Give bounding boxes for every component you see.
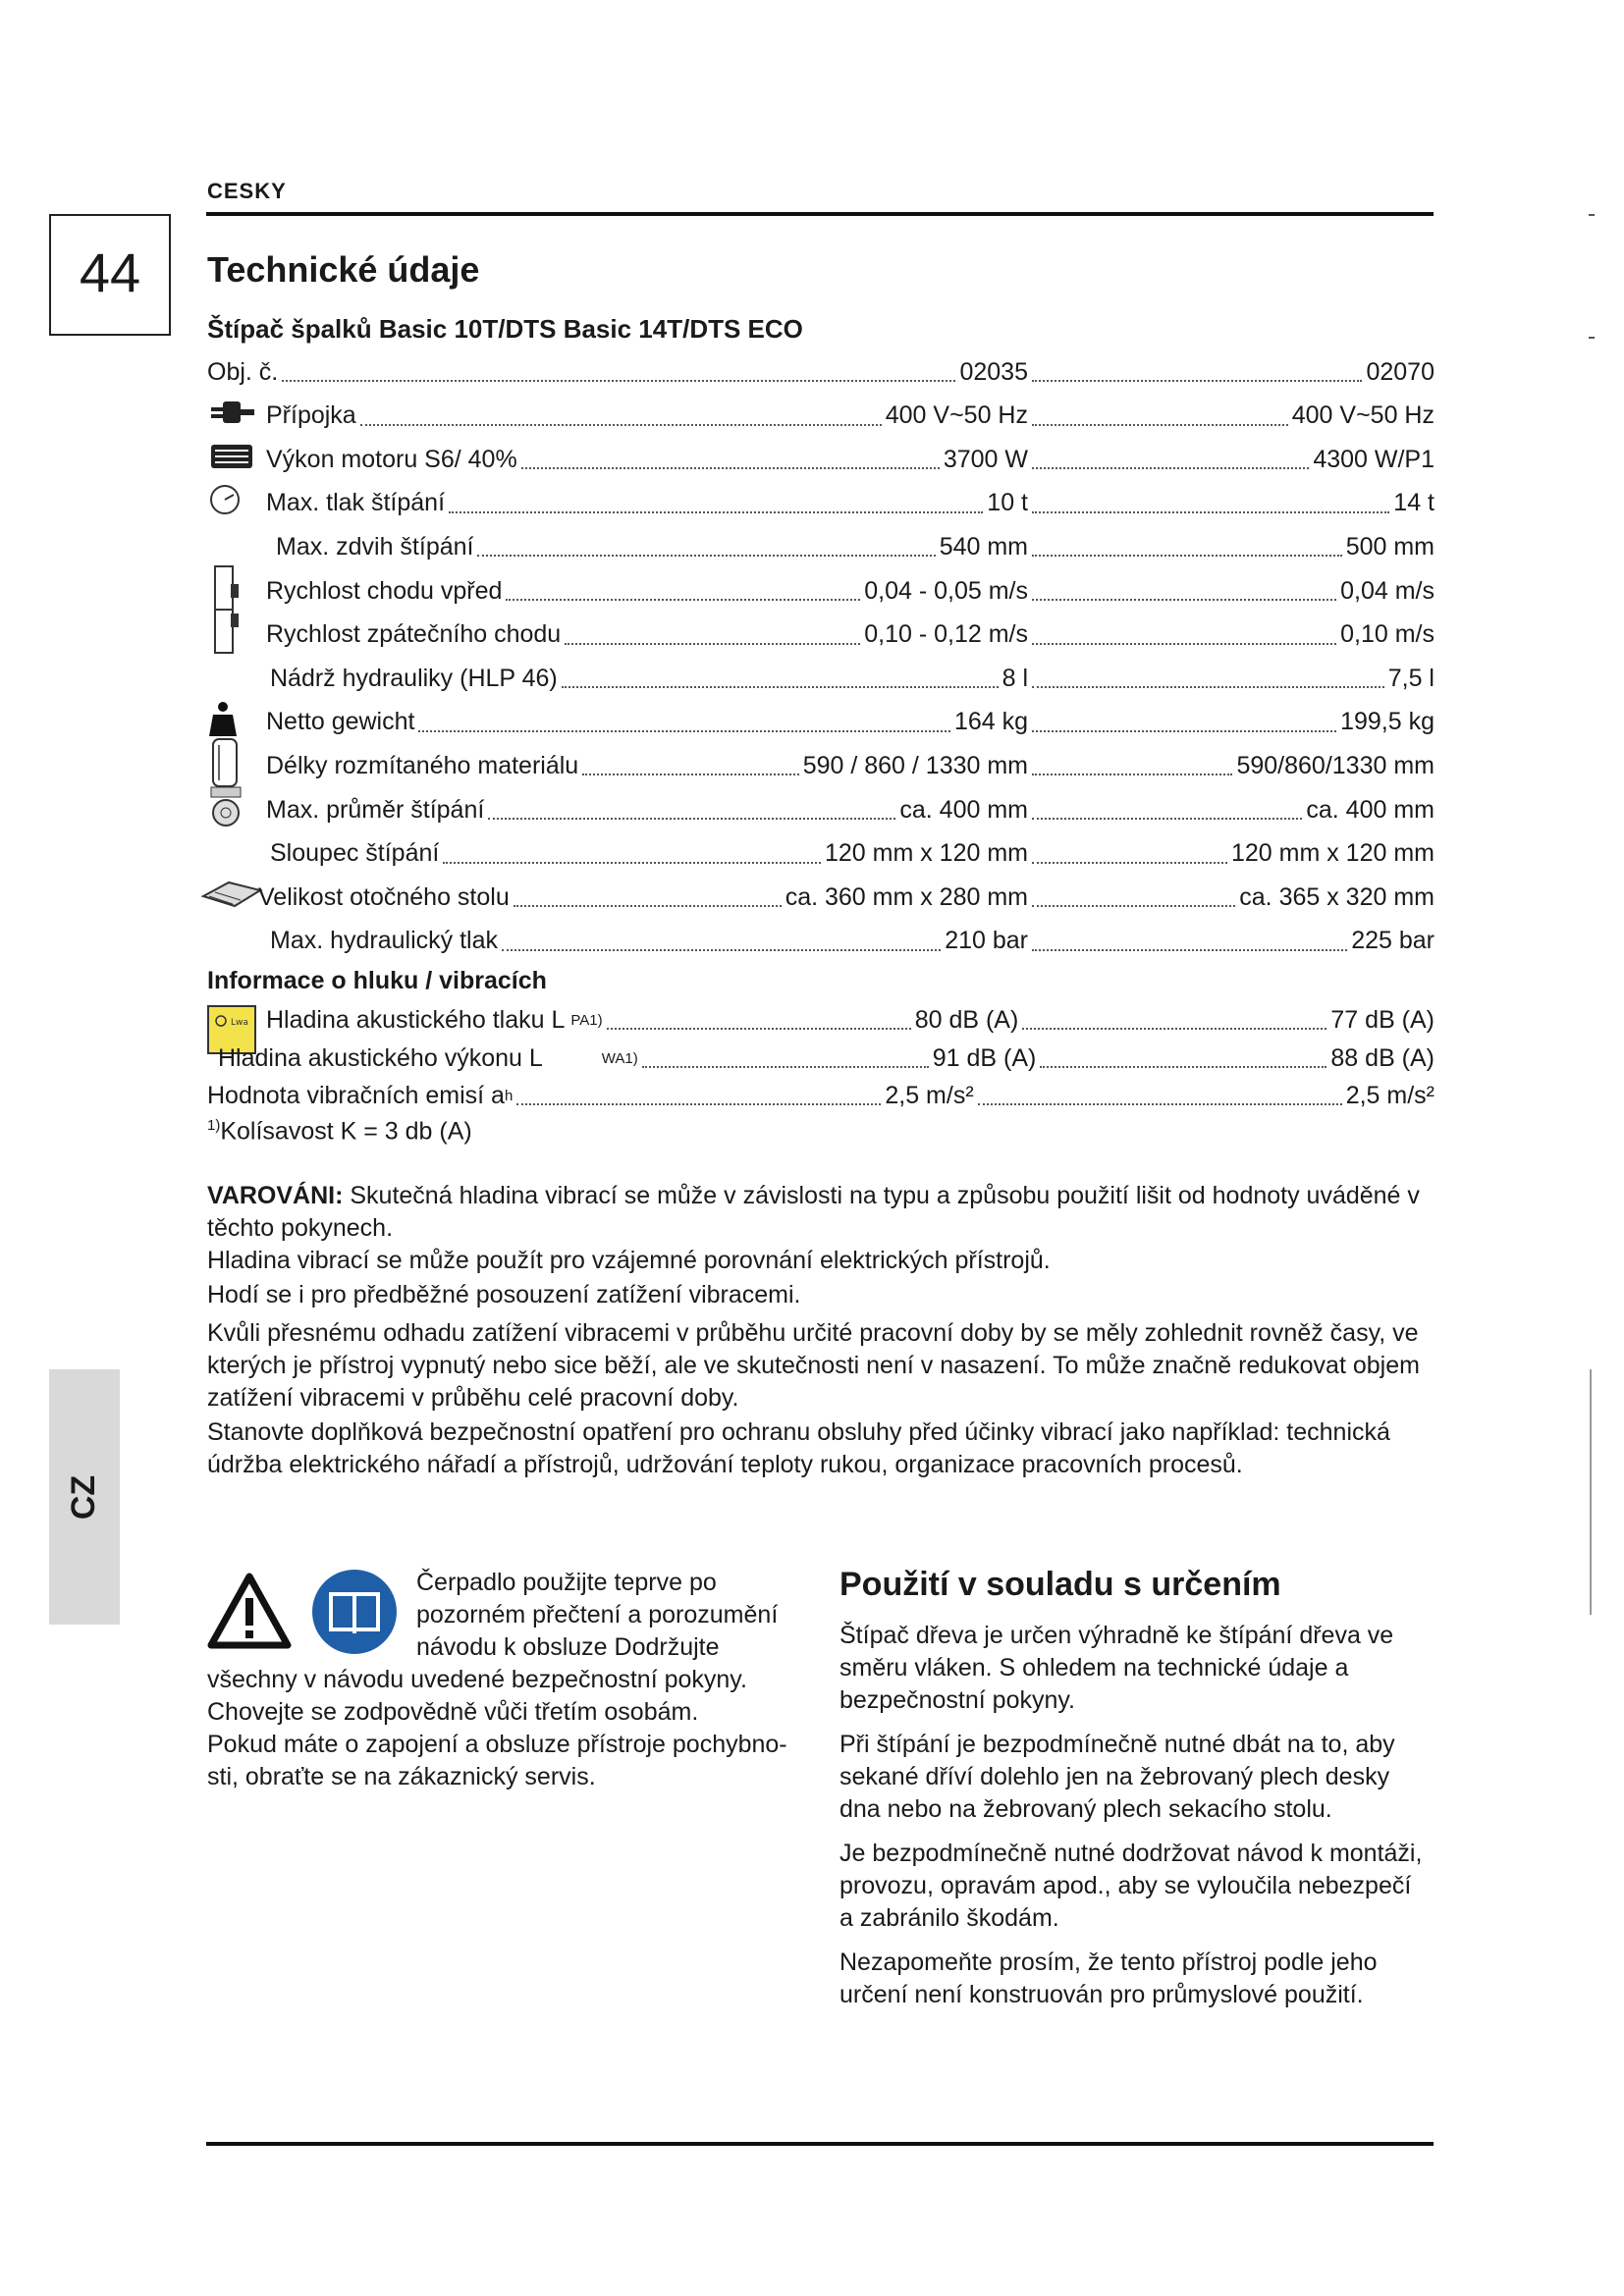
dot-leader xyxy=(607,1028,911,1030)
log-diameter-icon xyxy=(207,785,266,835)
spec-value-basic10t: 210 bar xyxy=(945,927,1028,955)
safety-note-right xyxy=(416,1567,809,1664)
spec-value-basic14t: 0,10 m/s xyxy=(1340,620,1435,649)
spec-value-basic14t: 400 V~50 Hz xyxy=(1291,401,1435,430)
spec-value-basic14t: 120 mm x 120 mm xyxy=(1230,839,1435,868)
noise-val2-1: 77 dB (A) xyxy=(1330,1005,1435,1034)
spec-label: Přípojka xyxy=(266,401,356,430)
noise-sub-3: h xyxy=(504,1087,514,1104)
spec-label: Výkon motoru S6/ 40% xyxy=(266,445,517,473)
language-side-tab-text: CZ xyxy=(65,1474,103,1520)
spec-label: Délky rozmítaného materiálu xyxy=(266,751,579,779)
warning-p4: Kvůli přesnému odhadu zatížení vibracemi v průběhu určité pracovní doby by se měly zohlednit rovněž časy, ve kterých je přístroj vypnutý nebo sice běží, ale ve skutečnosti není v nasazení. To může značně redukovat objem zatížení vibracemi v průběhu celé pracovní doby. xyxy=(207,1319,1420,1412)
spec-label: Rychlost chodu vpřed xyxy=(266,576,503,605)
safety-line-6: Pokud máte o zapojení a obsluze přístroje pochybno- xyxy=(207,1731,787,1758)
noise-sub-1: PA xyxy=(570,1011,590,1029)
spec-value-basic14t: 4300 W/P1 xyxy=(1313,445,1435,473)
usage-text xyxy=(839,1620,1429,2023)
spec-value-basic10t: 0,04 - 0,05 m/s xyxy=(864,576,1028,605)
spec-value-basic14t: 02070 xyxy=(1366,357,1435,386)
pressure-gauge-icon xyxy=(207,483,266,523)
spec-value-basic10t: 8 l xyxy=(1001,664,1028,692)
warning-lead: VAROVÁNI: xyxy=(207,1182,344,1209)
spec-value-basic14t: 590/860/1330 mm xyxy=(1236,751,1435,779)
noise-sub-2: WA xyxy=(601,1049,625,1067)
page-number: 44 xyxy=(79,241,141,303)
noise-label-1: Hladina akustického tlaku L xyxy=(266,1005,566,1034)
spec-value-basic10t: 0,10 - 0,12 m/s xyxy=(864,620,1028,649)
dot-leader xyxy=(1032,467,1309,469)
spec-label: Nádrž hydrauliky (HLP 46) xyxy=(270,664,558,692)
noise-row-1 xyxy=(207,1000,1435,1040)
noise-label-3: Hodnota vibračních emisí a xyxy=(207,1081,505,1109)
spec-value-basic14t: 500 mm xyxy=(1345,532,1435,561)
safety-line-1: Čerpadlo použijte teprve po xyxy=(416,1569,717,1596)
svg-text:Lwa: Lwa xyxy=(231,1018,248,1028)
noise-sup-1: 1) xyxy=(589,1011,603,1029)
spec-row xyxy=(207,922,1435,961)
dot-leader xyxy=(1040,1066,1326,1068)
safety-line-7: sti, obraťte se na zákaznický servis. xyxy=(207,1763,596,1790)
spec-row xyxy=(207,352,1435,392)
return-speed-icon xyxy=(207,608,266,662)
dot-leader xyxy=(1032,424,1288,426)
noise-row-2 xyxy=(218,1039,1435,1078)
dot-leader xyxy=(282,380,955,382)
page-title: Technické údaje xyxy=(207,249,480,290)
spec-value-basic14t: 199,5 kg xyxy=(1340,708,1435,736)
spec-value-basic14t: ca. 400 mm xyxy=(1306,795,1435,824)
spec-row xyxy=(207,746,1435,785)
noise-val1-3: 2,5 m/s² xyxy=(885,1081,974,1109)
spec-value-basic10t: 120 mm x 120 mm xyxy=(824,839,1028,868)
noise-sup-2: 1) xyxy=(624,1049,638,1067)
spec-value-basic10t: 02035 xyxy=(959,357,1028,386)
read-manual-icon xyxy=(311,1569,398,1660)
usage-p2: Při štípání je bezpodmínečně nutné dbát na to, aby sekané dříví dolehlo jen na žebrovaný plech desky dna nebo na žebrovaný plech sekacího stolu. xyxy=(839,1731,1395,1823)
language-label: CESKY xyxy=(207,179,287,203)
spec-row xyxy=(207,440,1435,479)
noise-val1-1: 80 dB (A) xyxy=(914,1005,1019,1034)
margin-tick-1 xyxy=(1589,214,1595,216)
product-subtitle: Štípač špalků Basic 10T/DTS Basic 14T/DTS ECO xyxy=(207,314,803,344)
spec-value-basic10t: 590 / 860 / 1330 mm xyxy=(802,751,1028,779)
spec-row xyxy=(207,790,1435,829)
spec-row xyxy=(207,834,1435,874)
warning-p3: Hodí se i pro předběžné posouzení zatížení vibracemi. xyxy=(207,1281,801,1308)
spec-value-basic10t: 540 mm xyxy=(939,532,1028,561)
noise-row-3 xyxy=(207,1076,1435,1115)
spec-label: Max. průměr štípání xyxy=(266,795,485,824)
dot-leader xyxy=(443,862,821,864)
dot-leader xyxy=(1032,905,1235,907)
spec-value-basic10t: ca. 360 mm x 280 mm xyxy=(785,882,1028,911)
dot-leader xyxy=(502,949,941,951)
motor-icon xyxy=(207,441,266,479)
spec-label: Max. hydraulický tlak xyxy=(270,927,499,955)
noise-label-2: Hladina akustického výkonu L xyxy=(218,1043,543,1072)
spec-value-basic14t: 7,5 l xyxy=(1387,664,1435,692)
dot-leader xyxy=(516,1103,881,1105)
dot-leader xyxy=(562,686,999,688)
spec-label: Rychlost zpátečního chodu xyxy=(266,620,562,649)
dot-leader xyxy=(1032,730,1336,732)
warning-triangle-icon xyxy=(207,1573,292,1654)
dot-leader xyxy=(514,905,782,907)
dot-leader xyxy=(1032,949,1347,951)
spec-value-basic10t: ca. 400 mm xyxy=(899,795,1028,824)
spec-value-basic14t: 225 bar xyxy=(1351,927,1435,955)
page-number-box-top xyxy=(49,214,171,216)
spec-value-basic10t: 164 kg xyxy=(953,708,1028,736)
margin-line xyxy=(1590,1369,1592,1615)
dot-leader xyxy=(1032,862,1227,864)
safety-line-3: návodu k obsluze Dodržujte xyxy=(416,1633,720,1661)
spec-value-basic14t: 0,04 m/s xyxy=(1340,576,1435,605)
spec-table xyxy=(207,352,1435,981)
spec-row xyxy=(207,703,1435,742)
noise-val2-2: 88 dB (A) xyxy=(1330,1043,1435,1072)
margin-tick-2 xyxy=(1589,337,1595,339)
spec-label: Max. tlak štípání xyxy=(266,489,446,517)
footnote-sup: 1) xyxy=(207,1117,221,1134)
top-rule xyxy=(206,212,1434,216)
warning-p5: Stanovte doplňková bezpečnostní opatření pro ochranu obsluhy před účinky vibrací jako například: technická údržba elektrického nářadí a přístrojů, udržování teploty rukou, organizace pracovních procesů. xyxy=(207,1418,1390,1478)
spec-value-basic14t: ca. 365 x 320 mm xyxy=(1239,882,1435,911)
noise-val2-3: 2,5 m/s² xyxy=(1345,1081,1435,1109)
dot-leader xyxy=(488,818,895,820)
plug-icon xyxy=(207,398,266,434)
footnote-text: Kolísavost K = 3 db (A) xyxy=(220,1117,472,1146)
spec-label: Netto gewicht xyxy=(266,708,415,736)
dot-leader xyxy=(642,1066,929,1068)
bottom-rule xyxy=(206,2142,1434,2146)
spec-value-basic10t: 3700 W xyxy=(943,445,1028,473)
spec-row xyxy=(207,397,1435,436)
spec-row xyxy=(207,527,1435,566)
warning-p2: Hladina vibrací se může použít pro vzájemné porovnání elektrických přístrojů. xyxy=(207,1247,1051,1274)
dot-leader xyxy=(1032,818,1302,820)
spec-label: Obj. č. xyxy=(207,357,279,386)
dot-leader xyxy=(978,1103,1342,1105)
dot-leader xyxy=(1032,511,1389,513)
spec-value-basic10t: 10 t xyxy=(987,489,1028,517)
spec-row xyxy=(207,659,1435,698)
table-icon xyxy=(199,877,258,919)
usage-heading: Použití v souladu s určením xyxy=(839,1566,1281,1603)
dot-leader xyxy=(1032,599,1336,601)
dot-leader xyxy=(1032,774,1232,775)
dot-leader xyxy=(1032,555,1342,557)
vibration-warning xyxy=(207,1180,1435,1481)
warning-p1: Skutečná hladina vibrací se může v závislosti na typu a způsobu použití lišit od hodnoty uváděné v těchto pokynech. xyxy=(207,1182,1420,1242)
spec-value-basic10t: 400 V~50 Hz xyxy=(885,401,1028,430)
dot-leader xyxy=(506,599,860,601)
dot-leader xyxy=(360,424,882,426)
dot-leader xyxy=(418,730,949,732)
safety-line-4: všechny v návodu uvedené bezpečnostní pokyny. xyxy=(207,1666,747,1693)
spec-value-basic14t: 14 t xyxy=(1393,489,1435,517)
spec-label: Sloupec štípání xyxy=(270,839,440,868)
dot-leader xyxy=(449,511,983,513)
usage-p3: Je bezpodmínečně nutné dodržovat návod k montáži, provozu, opravám apod., aby se vyloučila nebezpečí a zabránilo škodám. xyxy=(839,1840,1423,1932)
dot-leader xyxy=(521,467,940,469)
dot-leader xyxy=(1022,1028,1326,1030)
spec-row xyxy=(207,878,1435,917)
noise-heading: Informace o hluku / vibracích xyxy=(207,967,547,994)
dot-leader xyxy=(1032,643,1336,645)
dot-leader xyxy=(1032,380,1362,382)
spec-label: Max. zdvih štípání xyxy=(276,532,474,561)
safety-note-left xyxy=(207,1664,816,1793)
noise-val1-2: 91 dB (A) xyxy=(932,1043,1037,1072)
dot-leader xyxy=(477,555,935,557)
dot-leader xyxy=(565,643,860,645)
safety-line-5: Chovejte se zodpovědně vůči třetím osobám. xyxy=(207,1698,699,1726)
spec-row xyxy=(207,484,1435,523)
spec-label: Velikost otočného stolu xyxy=(258,882,510,911)
noise-footnote xyxy=(207,1117,472,1146)
usage-p1: Štípač dřeva je určen výhradně ke štípání dřeva ve směru vláken. S ohledem na technické údaje a bezpečnostní pokyny. xyxy=(839,1622,1394,1714)
spec-row xyxy=(207,571,1435,611)
usage-p4: Nezapomeňte prosím, že tento přístroj podle jeho určení není konstruován pro průmyslové použití. xyxy=(839,1949,1378,2008)
safety-line-2: pozorném přečtení a porozumění xyxy=(416,1601,779,1629)
dot-leader xyxy=(582,774,798,775)
spec-row xyxy=(207,615,1435,655)
dot-leader xyxy=(1032,686,1384,688)
